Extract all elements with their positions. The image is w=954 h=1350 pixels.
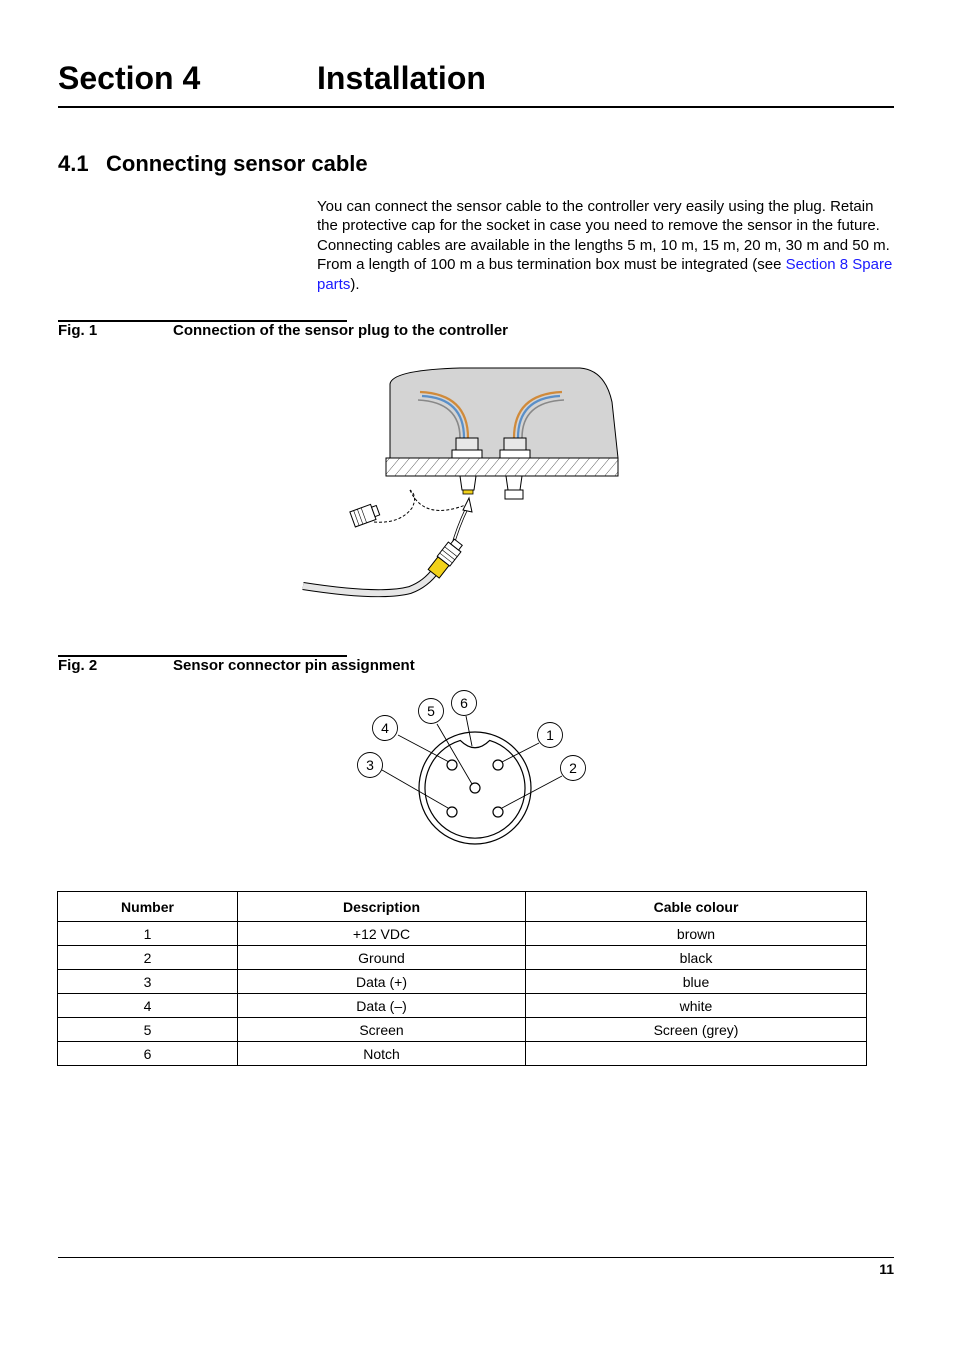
sensor-socket <box>460 476 476 490</box>
section-title: Installation <box>317 60 486 96</box>
housing-wall <box>386 458 618 476</box>
pin-3 <box>447 807 457 817</box>
cell-colour: brown <box>526 922 867 946</box>
cell-colour: blue <box>526 970 867 994</box>
cap-dashed-line-2 <box>410 490 468 510</box>
subsection-title: Connecting sensor cable <box>106 151 368 176</box>
cell-number: 6 <box>58 1042 238 1066</box>
sensor-plug <box>427 537 464 578</box>
table-header-row <box>58 892 867 922</box>
table-row <box>58 1042 867 1066</box>
insert-arrow-head <box>463 498 472 512</box>
cell-number: 2 <box>58 946 238 970</box>
cell-colour: black <box>526 946 867 970</box>
fig2-number: Fig. 2 <box>58 657 98 674</box>
sensor-plug-connection-figure <box>300 362 622 604</box>
header-cable-colour: Cable colour <box>526 892 867 922</box>
pin-5 <box>470 783 480 793</box>
body-text: You can connect the sensor cable to the controller very easily using the plug. Retain the protective cap for the socket in case you need to remove the sensor in the future. Connecting cables are available in the lengths 5 m, 10 m, 15 m, 20 m, 30 m and 50 m. From a length of 100 m a bus termination box must be integrated (see <box>317 198 890 274</box>
cell-colour: Screen (grey) <box>526 1018 867 1042</box>
cell-description: +12 VDC <box>238 922 526 946</box>
callout-4-label: 4 <box>381 720 389 736</box>
header-description: Description <box>238 892 526 922</box>
callout-2-label: 2 <box>569 760 577 776</box>
cell-number: 1 <box>58 922 238 946</box>
page-number: 11 <box>879 1261 894 1277</box>
pin-assignment-table <box>57 891 867 1066</box>
callout-1-label: 1 <box>546 727 554 743</box>
callout-3-label: 3 <box>366 757 374 773</box>
socket-yellow-ring <box>463 490 473 494</box>
cell-colour: white <box>526 994 867 1018</box>
callout-6 <box>452 691 477 716</box>
callout-6-label: 6 <box>460 695 468 711</box>
cell-description: Data (–) <box>238 994 526 1018</box>
body-paragraph <box>317 197 897 294</box>
section-heading <box>58 60 894 108</box>
subsection-number: 4.1 <box>58 151 89 176</box>
table-row <box>58 946 867 970</box>
body-text-tail: ). <box>350 275 360 293</box>
table-row <box>58 1018 867 1042</box>
callout-5-label: 5 <box>427 703 435 719</box>
fig1-title: Connection of the sensor plug to the controller <box>173 322 509 339</box>
cell-description: Data (+) <box>238 970 526 994</box>
left-nut <box>452 450 482 458</box>
table-row <box>58 994 867 1018</box>
spare-parts-link[interactable]: Section 8 Spare parts <box>317 256 893 293</box>
cell-number: 5 <box>58 1018 238 1042</box>
cell-description: Notch <box>238 1042 526 1066</box>
right-nut <box>500 450 530 458</box>
header-number: Number <box>58 892 238 922</box>
cell-number: 4 <box>58 994 238 1018</box>
cell-description: Screen <box>238 1018 526 1042</box>
callout-3 <box>358 753 383 778</box>
callout-5 <box>419 699 444 724</box>
fig2-title: Sensor connector pin assignment <box>173 657 415 674</box>
fig1-number: Fig. 1 <box>58 322 98 339</box>
table-row <box>58 970 867 994</box>
cell-description: Ground <box>238 946 526 970</box>
pin-1 <box>493 760 503 770</box>
cell-number: 3 <box>58 970 238 994</box>
second-socket-cap <box>505 490 523 499</box>
subsection-heading <box>58 151 368 177</box>
callout-2 <box>561 756 586 781</box>
table-row <box>58 922 867 946</box>
callout-1 <box>538 723 563 748</box>
pin-assignment-figure <box>352 688 592 848</box>
footer-rule <box>58 1257 894 1258</box>
cap-dashed-line <box>374 490 415 522</box>
pin-2 <box>493 807 503 817</box>
cell-colour <box>526 1042 867 1066</box>
protective-cap <box>350 503 381 527</box>
second-socket <box>506 476 522 490</box>
callout-4 <box>373 716 398 741</box>
section-number: Section 4 <box>58 60 201 96</box>
